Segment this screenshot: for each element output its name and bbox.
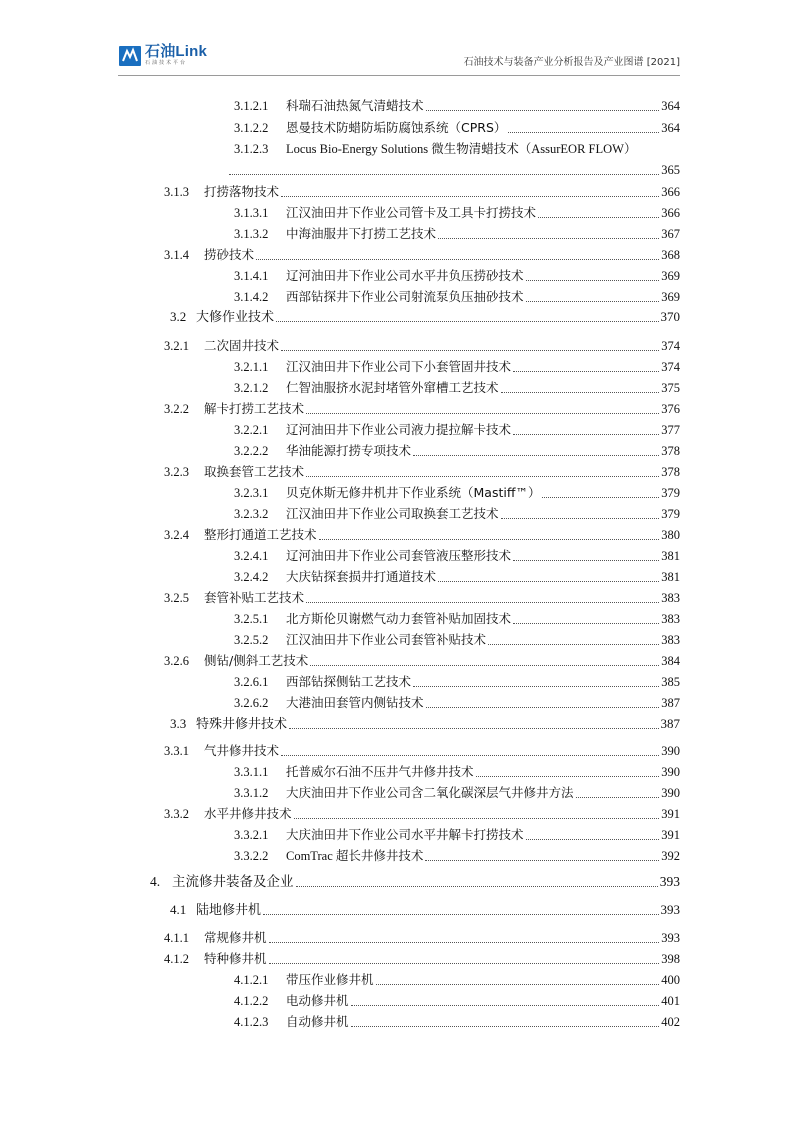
- toc-entry[interactable]: [0, 631, 800, 649]
- logo-subtitle: 石油技术平台: [145, 60, 188, 66]
- toc-entry[interactable]: [0, 225, 800, 243]
- toc-entry-number: 4.1.2.3: [234, 1015, 269, 1029]
- toc-entry-page: 364: [661, 99, 680, 113]
- toc-entry-page: 391: [661, 807, 680, 821]
- toc-entry[interactable]: [0, 1013, 800, 1031]
- toc-entry-number: 4.1.2.1: [234, 973, 269, 987]
- toc-dot-leader: [513, 433, 659, 435]
- toc-entry[interactable]: [0, 950, 800, 968]
- toc-entry[interactable]: [0, 992, 800, 1010]
- toc-entry-number: 3.2.6.1: [234, 675, 269, 689]
- toc-entry[interactable]: [0, 547, 800, 565]
- toc-entry-page: 374: [661, 339, 680, 353]
- toc-entry[interactable]: [0, 97, 800, 115]
- toc-dot-leader: [438, 237, 659, 239]
- toc-entry-number: 4.1.2.2: [234, 994, 269, 1008]
- toc-entry-number: 3.1.3: [164, 185, 189, 199]
- toc-dot-leader: [542, 496, 659, 498]
- toc-entry-number: 3.3.1.1: [234, 765, 269, 779]
- toc-entry[interactable]: [0, 484, 800, 502]
- toc-entry[interactable]: [0, 929, 800, 947]
- toc-dot-leader: [426, 706, 660, 708]
- toc-entry-page: 385: [661, 675, 680, 689]
- toc-entry-number: 3.3.2.2: [234, 849, 269, 863]
- toc-entry-number: 3.2.4.1: [234, 549, 269, 563]
- toc-entry-page: 366: [661, 185, 680, 199]
- toc-entry-number: 3.3.2.1: [234, 828, 269, 842]
- toc-entry[interactable]: [0, 246, 800, 264]
- toc-entry-number: 3.2.5.2: [234, 633, 269, 647]
- toc-dot-leader: [263, 913, 658, 915]
- toc-entry-page: 387: [660, 716, 680, 731]
- toc-dot-leader: [513, 559, 659, 561]
- toc-dot-leader: [501, 517, 660, 519]
- toc-dot-leader: [438, 580, 659, 582]
- toc-entry-title: ComTrac 超长井修井技术: [286, 849, 424, 863]
- toc-dot-leader: [289, 727, 658, 729]
- toc-entry-page: 369: [661, 269, 680, 283]
- toc-entry-page: 393: [660, 902, 680, 917]
- toc-entry-title: 打捞落物技术: [204, 184, 280, 199]
- toc-entry-page: 392: [661, 849, 680, 863]
- toc-entry-number: 3.1.2.2: [234, 121, 269, 135]
- toc-entry-title: 套管补贴工艺技术: [204, 590, 305, 605]
- toc-entry[interactable]: [0, 140, 800, 177]
- toc-entry-number: 3.3.2: [164, 807, 189, 821]
- toc-dot-leader: [538, 216, 659, 218]
- toc-dot-leader: [351, 1004, 660, 1006]
- toc-entry-number: 3.2.2.1: [234, 423, 269, 437]
- toc-entry-title: 取换套管工艺技术: [204, 464, 305, 479]
- toc-dot-leader: [306, 601, 659, 603]
- toc-entry-page: 365: [661, 163, 680, 177]
- toc-dot-leader: [281, 349, 659, 351]
- toc-entry[interactable]: [0, 568, 800, 586]
- toc-entry-page: 381: [661, 549, 680, 563]
- toc-entry-title: 大庆钻探套损井打通道技术: [286, 569, 437, 584]
- toc-entry-title: 二次固井技术: [204, 338, 280, 353]
- toc-entry-page: 376: [661, 402, 680, 416]
- toc-entry-page: 398: [661, 952, 680, 966]
- toc-dot-leader: [269, 941, 660, 943]
- toc-entry[interactable]: [0, 308, 800, 326]
- toc-dot-leader: [310, 664, 659, 666]
- toc-entry-title: 陆地修井机: [196, 903, 262, 918]
- toc-entry-number: 3.2.6.2: [234, 696, 269, 710]
- toc-entry-page: 384: [661, 654, 680, 668]
- toc-entry-title: 大庆油田井下作业公司水平井解卡打捞技术: [286, 827, 524, 842]
- report-title: 石油技术与装备产业分析报告及产业图谱 [2021]: [463, 57, 680, 68]
- toc-entry[interactable]: [0, 337, 800, 355]
- toc-entry[interactable]: [0, 673, 800, 691]
- toc-dot-leader: [426, 109, 660, 111]
- toc-entry-title: 捞砂技术: [204, 247, 255, 262]
- toc-entry-number: 3.2.4.2: [234, 570, 269, 584]
- toc-entry-number: 3.1.3.1: [234, 206, 269, 220]
- toc-dot-leader: [526, 300, 660, 302]
- toc-entry[interactable]: [0, 784, 800, 802]
- toc-entry-title: 解卡打捞工艺技术: [204, 401, 305, 416]
- toc-entry-number: 3.2.3: [164, 465, 189, 479]
- toc-entry-number: 3.1.4.2: [234, 290, 269, 304]
- toc-entry-title: 电动修井机: [286, 993, 349, 1008]
- toc-dot-leader: [256, 258, 659, 260]
- toc-entry[interactable]: [0, 742, 800, 760]
- toc-entry[interactable]: [0, 763, 800, 781]
- toc-dot-leader: [413, 685, 659, 687]
- toc-entry-page: 380: [661, 528, 680, 542]
- toc-dot-leader: [425, 859, 659, 861]
- toc-entry-number: 3.2.5.1: [234, 612, 269, 626]
- toc-entry[interactable]: [0, 901, 800, 919]
- toc-entry-title: 大修作业技术: [196, 310, 275, 325]
- toc-entry-title: 华油能源打捞专项技术: [286, 443, 412, 458]
- toc-entry-number: 3.2.3.2: [234, 507, 269, 521]
- toc-entry[interactable]: [0, 694, 800, 712]
- toc-entry-title: 北方斯伦贝谢燃气动力套管补贴加固技术: [286, 611, 512, 626]
- toc-dot-leader: [306, 412, 659, 414]
- toc-entry-number: 3.2.6: [164, 654, 189, 668]
- toc-entry-title: 侧钻/侧斜工艺技术: [204, 653, 309, 668]
- toc-entry-number: 3.2.1.1: [234, 360, 269, 374]
- toc-entry-title: 辽河油田井下作业公司液力提拉解卡技术: [286, 422, 512, 437]
- toc-entry[interactable]: [0, 267, 800, 285]
- toc-dot-leader: [269, 962, 660, 964]
- toc-entry-number: 3.1.2.1: [234, 99, 269, 113]
- toc-dot-leader: [526, 838, 660, 840]
- toc-entry[interactable]: [0, 610, 800, 628]
- toc-entry-title: Locus Bio-Energy Solutions 微生物清蜡技术（AssurEOR FLOW）: [286, 142, 637, 156]
- toc-dot-leader: [576, 796, 660, 798]
- toc-entry-title: 气井修井技术: [204, 743, 280, 758]
- toc-dot-leader: [513, 370, 659, 372]
- toc-entry-number: 3.2.1.2: [234, 381, 269, 395]
- toc-entry-title: 江汉油田井下作业公司下小套管固井技术: [286, 359, 512, 374]
- toc-entry-title: 主流修井装备及企业: [172, 874, 294, 890]
- toc-entry[interactable]: [0, 847, 800, 865]
- toc-entry-page: 379: [661, 507, 680, 521]
- toc-entry-page: 401: [661, 994, 680, 1008]
- toc-dot-leader: [351, 1025, 660, 1027]
- toc-entry-page: 369: [661, 290, 680, 304]
- toc-entry-number: 3.2.1: [164, 339, 189, 353]
- toc-entry-number: 4.1.2: [164, 952, 189, 966]
- toc-entry-title: 水平井修井技术: [204, 806, 292, 821]
- toc-entry[interactable]: [0, 204, 800, 222]
- toc-entry-page: 393: [659, 874, 680, 889]
- toc-dot-leader: [513, 622, 659, 624]
- toc-entry[interactable]: [0, 183, 800, 201]
- toc-entry-number: 3.3: [170, 716, 187, 731]
- toc-entry-title: 西部钻探侧钻工艺技术: [286, 674, 412, 689]
- toc-dot-leader: [276, 320, 658, 322]
- toc-entry-page: 393: [661, 931, 680, 945]
- toc-entry[interactable]: [0, 442, 800, 460]
- toc-entry-title: 恩曼技术防蜡防垢防腐蚀系统（CPRS）: [286, 120, 507, 135]
- toc-dot-leader: [296, 885, 658, 887]
- toc-entry-number: 3.2.2.2: [234, 444, 269, 458]
- toc-entry-title: 常规修井机: [204, 930, 267, 945]
- toc-entry-number: 3.1.2.3: [234, 142, 269, 156]
- toc-entry-page: 366: [661, 206, 680, 220]
- toc-dot-leader: [306, 475, 659, 477]
- toc-entry-title: 江汉油田井下作业公司取换套工艺技术: [286, 506, 499, 521]
- toc-entry-page: 374: [661, 360, 680, 374]
- toc-entry-page: 390: [661, 786, 680, 800]
- toc-entry-number: 4.: [150, 874, 161, 889]
- toc-entry-page: 391: [661, 828, 680, 842]
- toc-entry[interactable]: [0, 873, 800, 891]
- toc-entry-page: 377: [661, 423, 680, 437]
- toc-entry-page: 379: [661, 486, 680, 500]
- toc-entry-number: 4.1.1: [164, 931, 189, 945]
- toc-entry-page: 378: [661, 465, 680, 479]
- toc-entry-title: 仁智油服挤水泥封堵管外窜槽工艺技术: [286, 380, 499, 395]
- toc-entry[interactable]: [0, 119, 800, 137]
- toc-entry-title: 特殊井修井技术: [196, 717, 288, 732]
- toc-entry-page: 381: [661, 570, 680, 584]
- toc-entry-title: 西部钻探井下作业公司射流泵负压抽砂技术: [286, 289, 524, 304]
- toc-entry-number: 3.1.3.2: [234, 227, 269, 241]
- toc-entry-title: 大港油田套管内侧钻技术: [286, 695, 424, 710]
- toc-entry[interactable]: [0, 379, 800, 397]
- toc-entry-page: 367: [661, 227, 680, 241]
- toc-entry-title: 特种修井机: [204, 951, 267, 966]
- toc-entry-title: 大庆油田井下作业公司含二氧化碳深层气井修井方法: [286, 785, 574, 800]
- toc-entry-title: 托普威尔石油不压井气井修井技术: [286, 764, 474, 779]
- toc-entry[interactable]: [0, 421, 800, 439]
- toc-entry-number: 3.2.2: [164, 402, 189, 416]
- toc-dot-leader: [281, 754, 659, 756]
- toc-entry-title: 自动修井机: [286, 1014, 349, 1029]
- toc-entry-page: 387: [661, 696, 680, 710]
- toc-dot-leader: [508, 131, 659, 133]
- toc-entry[interactable]: [0, 505, 800, 523]
- toc-dot-leader: [488, 643, 659, 645]
- toc-dot-leader: [281, 195, 659, 197]
- toc-entry[interactable]: [0, 715, 800, 733]
- toc-entry-title: 科瑞石油热氮气清蜡技术: [286, 98, 424, 113]
- toc-dot-leader: [376, 983, 660, 985]
- toc-entry-title: 中海油服井下打捞工艺技术: [286, 226, 437, 241]
- toc-entry-title: 辽河油田井下作业公司套管液压整形技术: [286, 548, 512, 563]
- toc-entry[interactable]: [0, 288, 800, 306]
- toc-entry-page: 383: [661, 612, 680, 626]
- toc-entry[interactable]: [0, 358, 800, 376]
- toc-dot-leader: [229, 173, 659, 175]
- toc-entry-title: 江汉油田井下作业公司管卡及工具卡打捞技术: [286, 205, 537, 220]
- toc-entry-number: 3.2.3.1: [234, 486, 269, 500]
- toc-entry-page: 402: [661, 1015, 680, 1029]
- toc-entry[interactable]: [0, 400, 800, 418]
- toc-dot-leader: [413, 454, 659, 456]
- toc-entry-number: 3.2.5: [164, 591, 189, 605]
- toc-dot-leader: [476, 775, 660, 777]
- toc-entry-page: 368: [661, 248, 680, 262]
- toc-entry-page: 375: [661, 381, 680, 395]
- toc-entry[interactable]: [0, 652, 800, 670]
- toc-entry[interactable]: [0, 589, 800, 607]
- toc-entry-number: 3.3.1.2: [234, 786, 269, 800]
- toc-entry-page: 364: [661, 121, 680, 135]
- toc-entry-page: 383: [661, 591, 680, 605]
- toc-entry-number: 4.1: [170, 902, 187, 917]
- toc-entry-title: 带压作业修井机: [286, 972, 374, 987]
- toc-dot-leader: [294, 817, 660, 819]
- toc-entry-number: 3.1.4: [164, 248, 189, 262]
- toc-entry-number: 3.2: [170, 309, 187, 324]
- toc-entry-page: 370: [660, 309, 680, 324]
- logo-name: 石油Link: [145, 43, 208, 60]
- toc-entry-title: 江汉油田井下作业公司套管补贴技术: [286, 632, 487, 647]
- toc-entry[interactable]: [0, 463, 800, 481]
- toc-entry[interactable]: [0, 826, 800, 844]
- toc-entry[interactable]: [0, 971, 800, 989]
- toc-dot-leader: [501, 391, 660, 393]
- toc-entry[interactable]: [0, 805, 800, 823]
- toc-entry-page: 400: [661, 973, 680, 987]
- toc-dot-leader: [319, 538, 660, 540]
- toc-entry[interactable]: [0, 526, 800, 544]
- toc-entry-page: 390: [661, 744, 680, 758]
- toc-entry-number: 3.3.1: [164, 744, 189, 758]
- toc-entry-page: 383: [661, 633, 680, 647]
- toc-entry-page: 378: [661, 444, 680, 458]
- toc-entry-page: 390: [661, 765, 680, 779]
- toc-entry-title: 贝克休斯无修井机井下作业系统（Mastiff™）: [286, 485, 541, 500]
- toc-entry-title: 辽河油田井下作业公司水平井负压捞砂技术: [286, 268, 524, 283]
- toc-entry-number: 3.1.4.1: [234, 269, 269, 283]
- toc-dot-leader: [526, 279, 660, 281]
- toc-entry-number: 3.2.4: [164, 528, 189, 542]
- toc-entry-title: 整形打通道工艺技术: [204, 527, 317, 542]
